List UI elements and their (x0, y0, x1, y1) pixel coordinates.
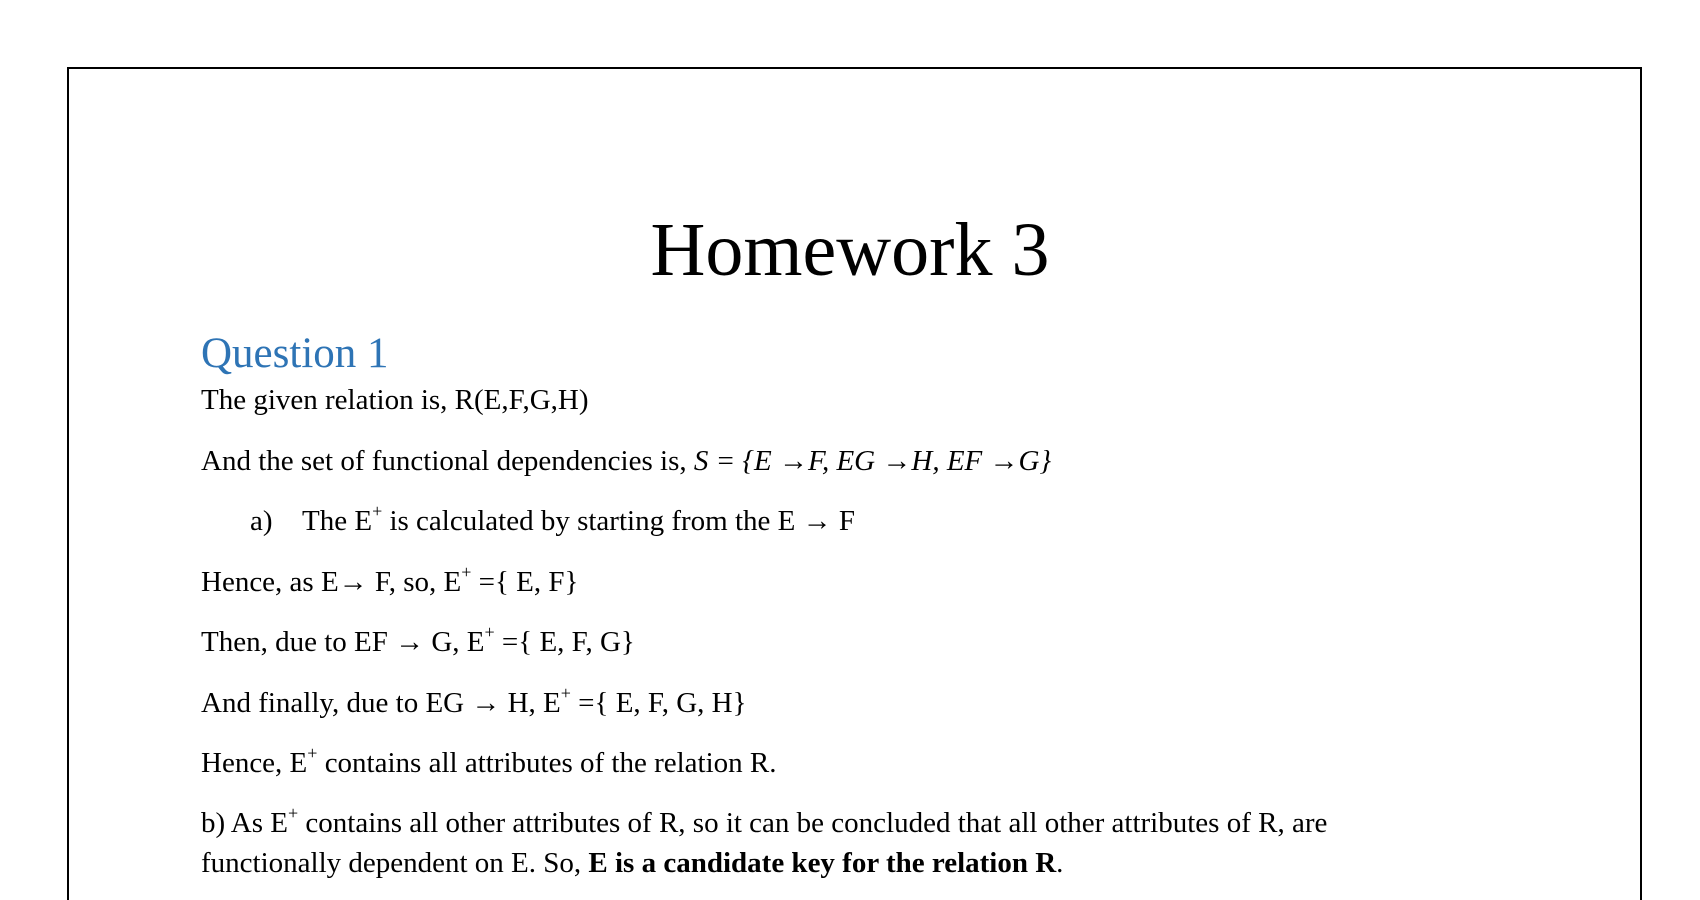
paragraph-step-3 (201, 685, 747, 721)
paragraph-item-b (201, 805, 1327, 841)
list-item-a-text-post: is calculated by starting from the E → F (382, 505, 855, 537)
dependencies-formula: S = {E →F, EG →H, EF →G} (693, 445, 1052, 477)
step-3-post: ={ E, F, G, H} (570, 687, 747, 719)
superscript-plus: + (288, 803, 299, 824)
superscript-plus: + (461, 562, 472, 583)
paragraph-relation: The given relation is, R(E,F,G,H) (201, 384, 589, 416)
page-title: Homework 3 (650, 208, 1050, 292)
paragraph-step-2 (201, 624, 635, 660)
item-b-post: contains all other attributes of R, so it can be concluded that all other attributes of R, are (298, 807, 1328, 839)
step-3-pre: And finally, due to EG → H, E (201, 687, 561, 719)
paragraph-dependencies (201, 443, 1051, 479)
step-2-pre: Then, due to EF → G, E (201, 626, 485, 658)
superscript-plus: + (484, 622, 495, 643)
step-1-post: ={ E, F} (471, 566, 579, 598)
item-b-line2-pre: functionally dependent on E. So, (201, 847, 589, 879)
list-item-a (250, 503, 855, 539)
step-2-post: ={ E, F, G} (494, 626, 635, 658)
conclusion-pre: Hence, E (201, 747, 308, 779)
item-b-line2-end: . (1056, 847, 1064, 879)
paragraph-item-b-line-2 (201, 845, 1063, 881)
paragraph-step-1 (201, 564, 578, 600)
step-1-pre: Hence, as E→ F, so, E (201, 566, 462, 598)
superscript-plus: + (307, 743, 318, 764)
question-heading: Question 1 (201, 330, 389, 377)
candidate-key-statement: E is a candidate key for the relation R (588, 847, 1057, 879)
item-b-pre: b) As E (201, 807, 288, 839)
superscript-plus: + (372, 501, 383, 522)
list-item-a-text-pre: The E (302, 505, 373, 537)
superscript-plus: + (560, 683, 571, 704)
dependencies-text: And the set of functional dependencies is, (201, 445, 694, 477)
paragraph-conclusion (201, 745, 776, 781)
conclusion-post: contains all attributes of the relation R. (317, 747, 777, 779)
list-item-a-label: a) (250, 505, 273, 537)
